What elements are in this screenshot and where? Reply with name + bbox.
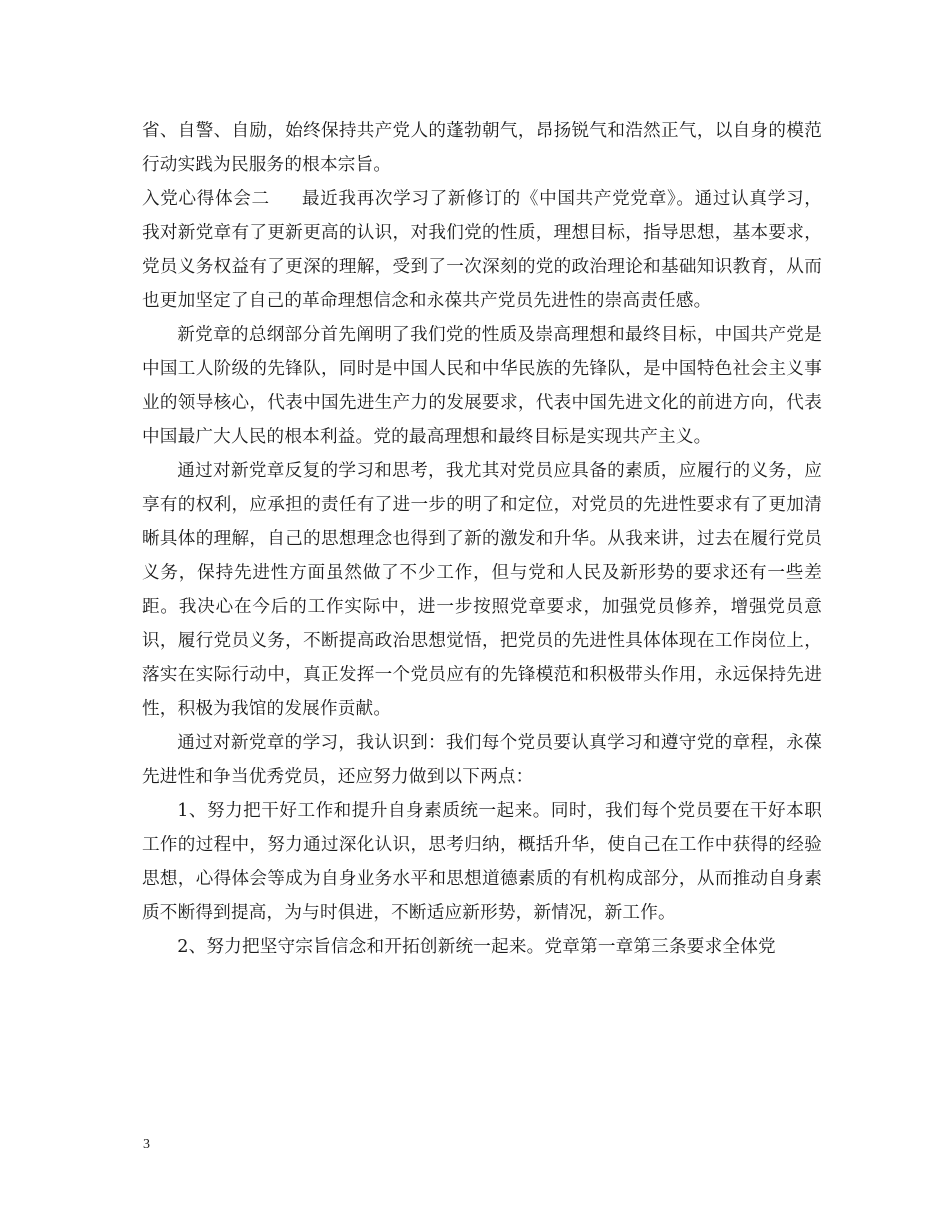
paragraph-point-two: 2、努力把坚守宗旨信念和开拓创新统一起来。党章第一章第三条要求全体党 bbox=[177, 937, 776, 957]
paragraph-section-two-intro bbox=[142, 182, 822, 318]
paragraph-two-points-intro: 通过对新党章的学习，我认识到：我们每个党员要认真学习和遵守党的章程，永葆先进性和争当优秀党员，还应努力做到以下两点： bbox=[142, 733, 822, 787]
paragraph-text: 最近我再次学习了新修订的《中国共产党党章》。通过认真学习，我对新党章有了更新更高的认识，对我们党的性质，理想目标，指导思想，基本要求，党员义务权益有了更深的理解，受到了一次深刻的党的政治理论和基础知识教育，从而也更加坚定了自己的革命理想信念和永葆共产党员先进性的崇高责任感。 bbox=[142, 189, 822, 311]
page-number: 3 bbox=[143, 1137, 150, 1152]
section-heading: 入党心得体会二 bbox=[142, 189, 270, 209]
paragraph-party-nature: 新党章的总纲部分首先阐明了我们党的性质及崇高理想和最终目标，中国共产党是中国工人阶级的先锋队，同时是中国人民和中华民族的先锋队，是中国特色社会主义事业的领导核心，代表中国先进生产力的发展要求，代表中国先进文化的前进方向，代表中国最广大人民的根本利益。党的最高理想和最终目标是实现共产主义。 bbox=[142, 325, 822, 447]
paragraph-point-one: 1、努力把干好工作和提升自身素质统一起来。同时，我们每个党员要在干好本职工作的过程中，努力通过深化认识，思考归纳，概括升华，使自己在工作中获得的经验思想，心得体会等成为自身业务水平和思想道德素质的有机构成部分，从而推动自身素质不断得到提高，为与时俱进，不断适应新形势，新情况，新工作。 bbox=[142, 801, 822, 923]
paragraph-member-duties: 通过对新党章反复的学习和思考，我尤其对党员应具备的素质，应履行的义务，应享有的权利，应承担的责任有了进一步的明了和定位，对党员的先进性要求有了更加清晰具体的理解，自己的思想理念也得到了新的激发和升华。从我来讲，过去在履行党员义务，保持先进性方面虽然做了不少工作，但与党和人民及新形势的要求还有一些差距。我决心在今后的工作实际中，进一步按照党章要求，加强党员修养，增强党员意识，履行党员义务，不断提高政治思想觉悟，把党员的先进性具体体现在工作岗位上，落实在实际行动中，真正发挥一个党员应有的先锋模范和积极带头作用，永远保持先进性，积极为我馆的发展作贡献。 bbox=[142, 461, 822, 719]
document-page bbox=[142, 114, 822, 964]
paragraph-continuation: 省、自警、自励，始终保持共产党人的蓬勃朝气，昂扬锐气和浩然正气，以自身的模范行动实践为民服务的根本宗旨。 bbox=[142, 121, 822, 175]
